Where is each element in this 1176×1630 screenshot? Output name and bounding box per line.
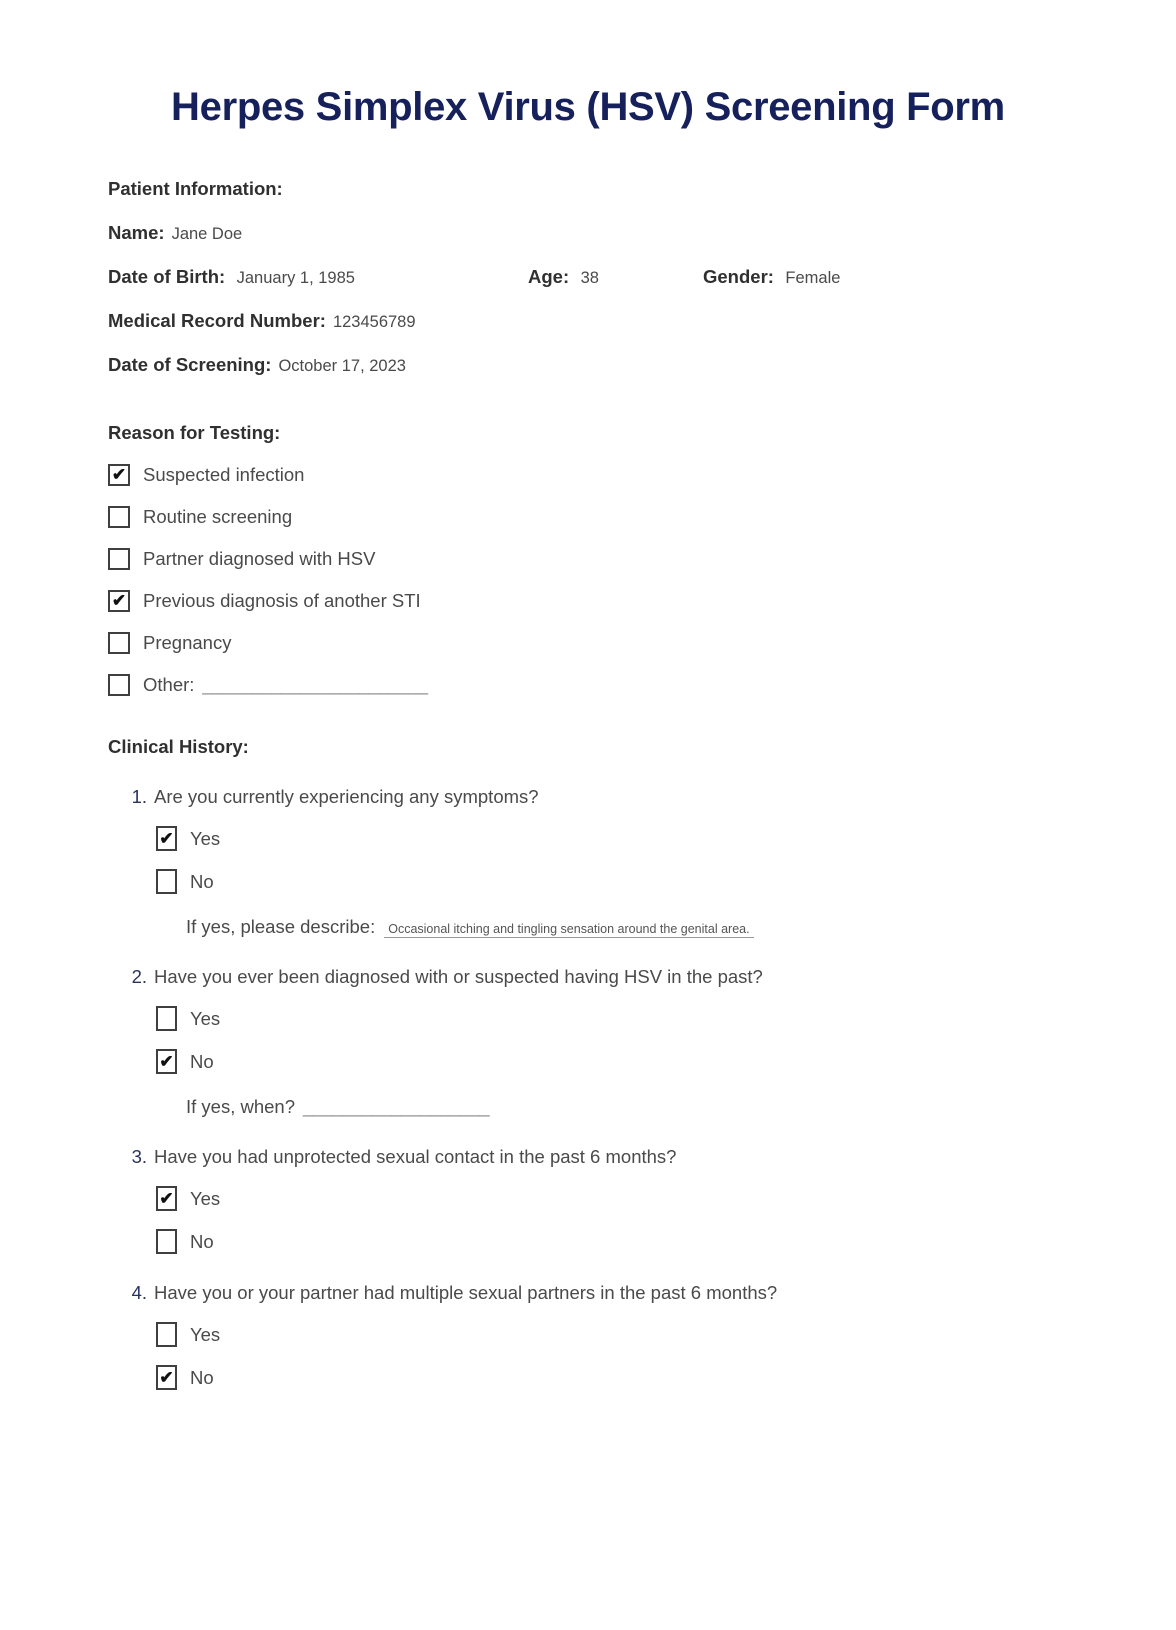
question-text: Are you currently experiencing any symptoms? bbox=[154, 786, 539, 807]
checkbox-icon[interactable] bbox=[156, 1186, 177, 1211]
question-1-option-no[interactable] bbox=[156, 869, 1068, 894]
checkbox-icon[interactable] bbox=[108, 464, 130, 486]
checkmark-icon: ✔ bbox=[159, 1367, 174, 1387]
field-row-name bbox=[108, 222, 1068, 244]
checkbox-icon[interactable] bbox=[156, 826, 177, 851]
question-3-row bbox=[108, 1146, 1068, 1168]
patient-information-section bbox=[108, 178, 1068, 376]
reason-option-label: Previous diagnosis of another STI bbox=[143, 590, 421, 611]
reason-option-previous-sti[interactable] bbox=[108, 590, 1068, 612]
checkbox-icon[interactable] bbox=[108, 674, 130, 696]
checkmark-icon: ✔ bbox=[111, 591, 127, 610]
question-2-options bbox=[108, 1006, 1068, 1074]
question-4 bbox=[108, 1282, 1068, 1390]
question-2-followup bbox=[108, 1096, 1068, 1118]
option-label: No bbox=[190, 1366, 214, 1388]
reason-option-pregnancy[interactable] bbox=[108, 632, 1068, 654]
question-2-option-no[interactable] bbox=[156, 1049, 1068, 1074]
question-4-option-no[interactable] bbox=[156, 1365, 1068, 1390]
checkmark-icon: ✔ bbox=[159, 1051, 174, 1071]
checkbox-icon[interactable] bbox=[156, 1229, 177, 1254]
question-2-option-yes[interactable] bbox=[156, 1006, 1068, 1031]
age-group bbox=[528, 266, 703, 288]
question-1-options bbox=[108, 826, 1068, 894]
reason-option-label: Routine screening bbox=[143, 506, 293, 527]
checkmark-icon: ✔ bbox=[159, 828, 174, 848]
field-row-screening-date bbox=[108, 354, 1068, 376]
question-2-row bbox=[108, 966, 1068, 988]
question-3-option-no[interactable] bbox=[156, 1229, 1068, 1254]
field-row-mrn bbox=[108, 310, 1068, 332]
option-label: Yes bbox=[190, 1323, 221, 1345]
question-3-options bbox=[108, 1186, 1068, 1254]
dob-group bbox=[108, 266, 528, 288]
checkbox-icon[interactable] bbox=[108, 506, 130, 528]
question-text: Have you or your partner had multiple sexual partners in the past 6 months? bbox=[154, 1282, 778, 1303]
gender-group bbox=[703, 266, 840, 288]
option-label: Yes bbox=[190, 827, 221, 849]
gender-value[interactable]: Female bbox=[785, 269, 841, 287]
checkbox-icon[interactable] bbox=[156, 1049, 177, 1074]
question-4-row bbox=[108, 1282, 1068, 1304]
reason-option-other[interactable] bbox=[108, 674, 1068, 696]
question-1-followup bbox=[108, 916, 1068, 938]
checkbox-icon[interactable] bbox=[156, 1365, 177, 1390]
question-2 bbox=[108, 966, 1068, 1118]
checkbox-icon[interactable] bbox=[108, 548, 130, 570]
reason-option-label: Pregnancy bbox=[143, 632, 232, 653]
question-1-row bbox=[108, 786, 1068, 808]
reason-for-testing-section bbox=[108, 422, 1068, 696]
question-text: Have you ever been diagnosed with or suspected having HSV in the past? bbox=[154, 966, 763, 987]
followup-blank-line[interactable]: ___________________ bbox=[303, 1096, 490, 1117]
checkmark-icon: ✔ bbox=[111, 465, 127, 484]
option-label: No bbox=[190, 1050, 214, 1072]
question-4-options bbox=[108, 1322, 1068, 1390]
question-number: 1. bbox=[131, 786, 147, 807]
gender-label: Gender: bbox=[703, 266, 774, 287]
question-3-option-yes[interactable] bbox=[156, 1186, 1068, 1211]
question-text: Have you had unprotected sexual contact in the past 6 months? bbox=[154, 1146, 677, 1167]
checkbox-icon[interactable] bbox=[156, 1006, 177, 1031]
reason-option-label: Suspected infection bbox=[143, 464, 305, 485]
dob-value[interactable]: January 1, 1985 bbox=[236, 269, 355, 287]
option-label: No bbox=[190, 1230, 214, 1252]
field-row-dob-age-gender bbox=[108, 266, 1068, 288]
followup-value[interactable]: Occasional itching and tingling sensation around the genital area. bbox=[384, 922, 753, 938]
option-label: Yes bbox=[190, 1007, 221, 1029]
option-label: Yes bbox=[190, 1187, 221, 1209]
other-blank-line[interactable]: _______________________ bbox=[202, 674, 428, 695]
reason-option-routine-screening[interactable] bbox=[108, 506, 1068, 528]
question-4-option-yes[interactable] bbox=[156, 1322, 1068, 1347]
option-label: No bbox=[190, 870, 214, 892]
age-value[interactable]: 38 bbox=[580, 269, 599, 287]
screening-date-label: Date of Screening: bbox=[108, 354, 272, 375]
page-title: Herpes Simplex Virus (HSV) Screening Form bbox=[171, 85, 1005, 129]
question-number: 3. bbox=[131, 1146, 147, 1167]
checkmark-icon: ✔ bbox=[159, 1188, 174, 1208]
question-1 bbox=[108, 786, 1068, 938]
clinical-history-section bbox=[108, 736, 1068, 1390]
followup-label: If yes, when? bbox=[186, 1096, 296, 1117]
screening-date-value[interactable]: October 17, 2023 bbox=[278, 357, 406, 375]
reason-option-partner-diagnosed[interactable] bbox=[108, 548, 1068, 570]
name-value[interactable]: Jane Doe bbox=[171, 225, 243, 243]
patient-information-heading: Patient Information: bbox=[108, 178, 283, 199]
dob-label: Date of Birth: bbox=[108, 266, 226, 287]
checkbox-icon[interactable] bbox=[156, 1322, 177, 1347]
question-3 bbox=[108, 1146, 1068, 1254]
followup-label: If yes, please describe: bbox=[186, 916, 376, 937]
reason-option-suspected-infection[interactable] bbox=[108, 464, 1068, 486]
checkbox-icon[interactable] bbox=[108, 632, 130, 654]
reason-for-testing-heading: Reason for Testing: bbox=[108, 422, 281, 443]
mrn-label: Medical Record Number: bbox=[108, 310, 326, 331]
reason-option-label: Other: bbox=[143, 674, 195, 695]
age-label: Age: bbox=[528, 266, 570, 287]
clinical-history-heading: Clinical History: bbox=[108, 736, 249, 757]
checkbox-icon[interactable] bbox=[108, 590, 130, 612]
reason-option-label: Partner diagnosed with HSV bbox=[143, 548, 376, 569]
name-label: Name: bbox=[108, 222, 165, 243]
question-number: 4. bbox=[131, 1282, 147, 1303]
question-number: 2. bbox=[131, 966, 147, 987]
question-1-option-yes[interactable] bbox=[156, 826, 1068, 851]
checkbox-icon[interactable] bbox=[156, 869, 177, 894]
mrn-value[interactable]: 123456789 bbox=[332, 313, 416, 331]
